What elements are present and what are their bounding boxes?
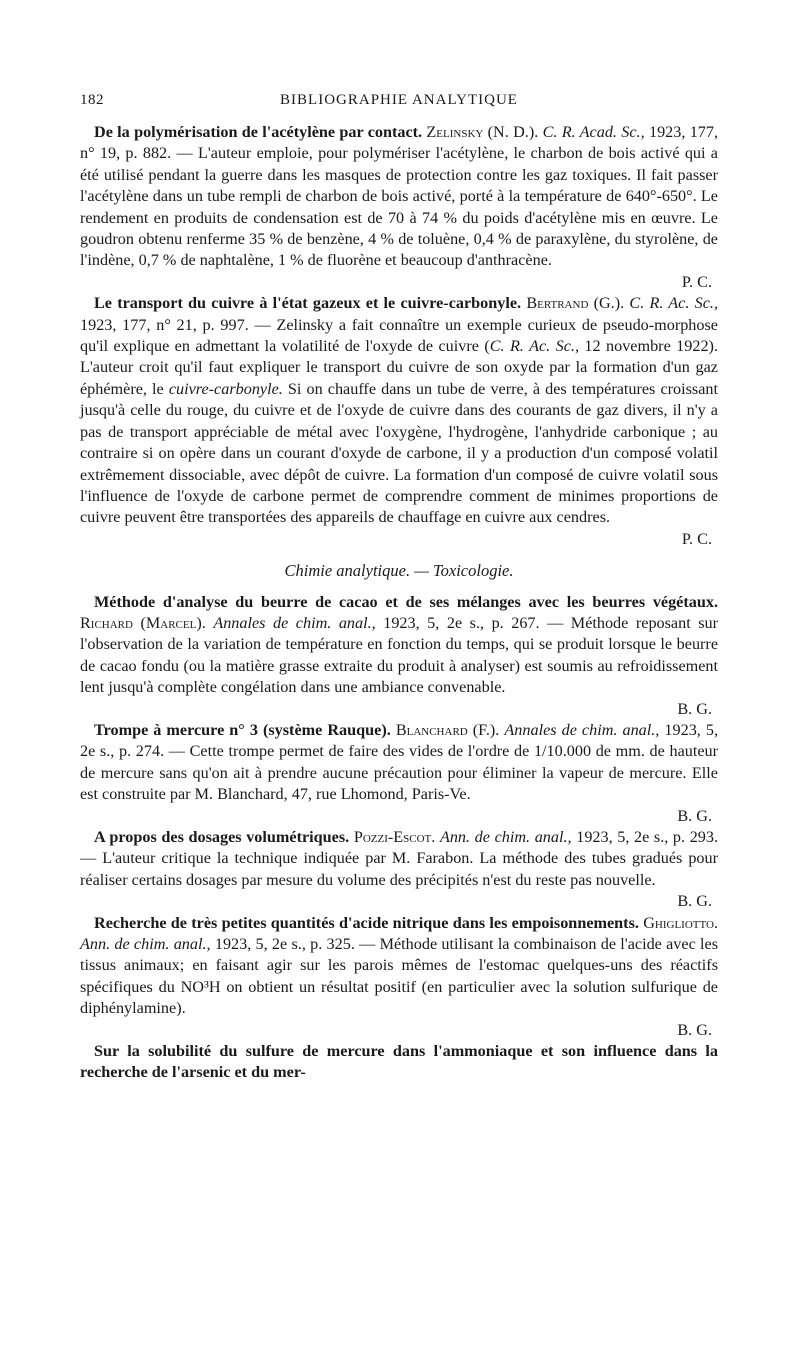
- entry-signature: P. C.: [681, 529, 712, 548]
- entry-author: Richard (Marcel).: [80, 613, 206, 632]
- entry-inline-reference: C. R. Ac. Sc.,: [489, 337, 579, 356]
- entry-text: Si on chauffe dans un tube de verre, à des températures croissant jusqu'à celle du rouge, du cuivre et de l'oxyde de cuivre dans des courants de gaz divers, il n'y a pas de transport appréciable de métal avec l'oxygène, l'hydrogène, l'anhydride carbonique ; au contraire si on opère dans un courant d'oxyde de carbone, il y a production d'un composé volatil extrêmement dissociable, avec dépôt de cuivre. La formation d'un composé de cuivre volatil sous l'influence de l'oxyde de carbone permet de comprendre comment de minimes proportions de cuivre peuvent être transportées des appareils de chauffage en cuivre aux cendres.: [80, 379, 718, 527]
- entry-title: Sur la solubilité du sulfure de mercure dans l'ammoniaque et son influence dans la recherche de l'arsenic et du mer-: [80, 1042, 718, 1082]
- entry-title: Méthode d'analyse du beurre de cacao et de ses mélanges avec les beurres végétaux.: [94, 592, 718, 611]
- entry-text: 12 novembre 1922). L'auteur croit qu'il faut expliquer le transport du cuivre de son oxyde par la formation d'un gaz éphémère, le: [80, 337, 718, 398]
- entry-author: Zelinsky (N. D.).: [426, 123, 539, 141]
- section-heading: Chimie analytique. — Toxicologie.: [284, 561, 514, 581]
- entry-author: Ghigliotto.: [643, 913, 719, 932]
- running-title: BIBLIOGRAPHIE ANALYTIQUE: [280, 92, 518, 108]
- entry-reference: Ann. de chim. anal.,: [439, 828, 572, 846]
- entry-text: — Méthode reposant sur l'observation de la variation de température en fonction du temps, qui se produit lorsque le beurre de cacao fondu (ou la matière grasse extraite du produit à analyser) est soumis au refroidissement lent jusqu'à complète congélation dans une ambiance convenable.: [80, 613, 719, 697]
- entry-author: Pozzi-Escot.: [353, 828, 436, 846]
- entry-author: Blanchard (F.).: [395, 720, 500, 739]
- entry-reference: C. R. Acad. Sc.,: [542, 123, 645, 141]
- entry-text: — L'auteur critique la technique indiquée par M. Farabon. La méthode des tubes gradués pour réaliser certains dosages par mesure du volume des précipités n'est du reste pas nouvelle.: [80, 849, 718, 889]
- entry-details: 1923, 5, 2e s., p. 325.: [214, 935, 355, 954]
- entry-author: Bertrand (G.).: [526, 294, 625, 313]
- entry-signature: B. G.: [677, 1020, 712, 1039]
- bibliography-entry: [80, 592, 718, 699]
- entry-details: 1923, 5, 2e s., p. 274.: [80, 720, 719, 761]
- entry-title: Le transport du cuivre à l'état gazeux et le cuivre-carbonyle.: [94, 294, 522, 313]
- bibliography-entry: [80, 293, 718, 528]
- bibliography-entry: [80, 1041, 718, 1084]
- bibliography-entry: [80, 122, 718, 272]
- entry-title: A propos des dosages volumétriques.: [94, 828, 350, 846]
- entry-title: De la polymérisation de l'acétylène par contact.: [94, 123, 423, 141]
- entry-reference: Annales de chim. anal.,: [213, 613, 376, 632]
- entry-term: cuivre-carbonyle.: [168, 379, 283, 398]
- entry-text: — Zelinsky a fait connaître un exemple curieux de pseudo-morphose qu'il explique en admettant la volatilité de l'oxyde de cuivre (: [80, 315, 718, 356]
- entry-reference: Annales de chim. anal.,: [504, 720, 660, 739]
- entry-reference: C. R. Ac. Sc.,: [629, 294, 719, 313]
- page-number: 182: [80, 92, 104, 108]
- entry-text: — Méthode utilisant la combinaison de l'acide avec les tissus animaux; en faisant agir sur les parois mêmes de l'estomac quelques-uns des réactifs spécifiques du NO³H on obtient un résultat positif (en particulier avec la solution sulfurique de diphénylamine).: [80, 935, 719, 1018]
- entry-signature: B. G.: [677, 892, 712, 911]
- entry-reference: Ann. de chim. anal.,: [80, 935, 211, 954]
- bibliography-entry: [80, 827, 718, 891]
- entry-details: 1923, 177, n° 21, p. 997.: [80, 315, 249, 334]
- page-body: [80, 122, 718, 1084]
- page-header: [80, 92, 718, 114]
- entry-signature: B. G.: [677, 806, 712, 825]
- entry-text: — L'auteur emploie, pour polymériser l'acétylène, le charbon de bois activé qui a été utilisé pendant la guerre dans les masques de protection contre les gaz toxiques. Il fait passer l'acétylène dans un tube rempli de charbon de bois activé, porté à la température de 640°-650°. Le rendement en produits de condensation est de 70 à 74 % du poids d'acétylène mis en œuvre. Le goudron obtenu renferme 35 % de benzène, 4 % de toluène, 0,4 % de paraxylène, du styrolène, de l'indène, 0,7 % de naphtalène, 1 % de fluorène et beaucoup d'anthracène.: [80, 144, 718, 270]
- entry-details: 1923, 5, 2e s., p. 267.: [383, 613, 540, 632]
- entry-title: Recherche de très petites quantités d'acide nitrique dans les empoisonnements.: [94, 913, 639, 932]
- entry-title: Trompe à mercure n° 3 (système Rauque).: [94, 720, 391, 739]
- entry-details: 1923, 5, 2e s., p. 293.: [576, 828, 719, 846]
- entry-details: 1923, 177, n° 19, p. 882.: [80, 123, 719, 163]
- entry-text: — Cette trompe permet de faire des vides de l'ordre de 1/10.000 de mm. de hauteur de mercure sans qu'on ait à prendre aucune précaution pour éliminer la vapeur de mercure. Elle est construite par M. Blanchard, 47, rue Lhomond, Paris-Ve.: [80, 742, 719, 804]
- entry-signature: B. G.: [677, 699, 712, 718]
- bibliography-entry: [80, 720, 718, 806]
- bibliography-entry: [80, 913, 718, 1020]
- entry-signature: P. C.: [681, 272, 712, 291]
